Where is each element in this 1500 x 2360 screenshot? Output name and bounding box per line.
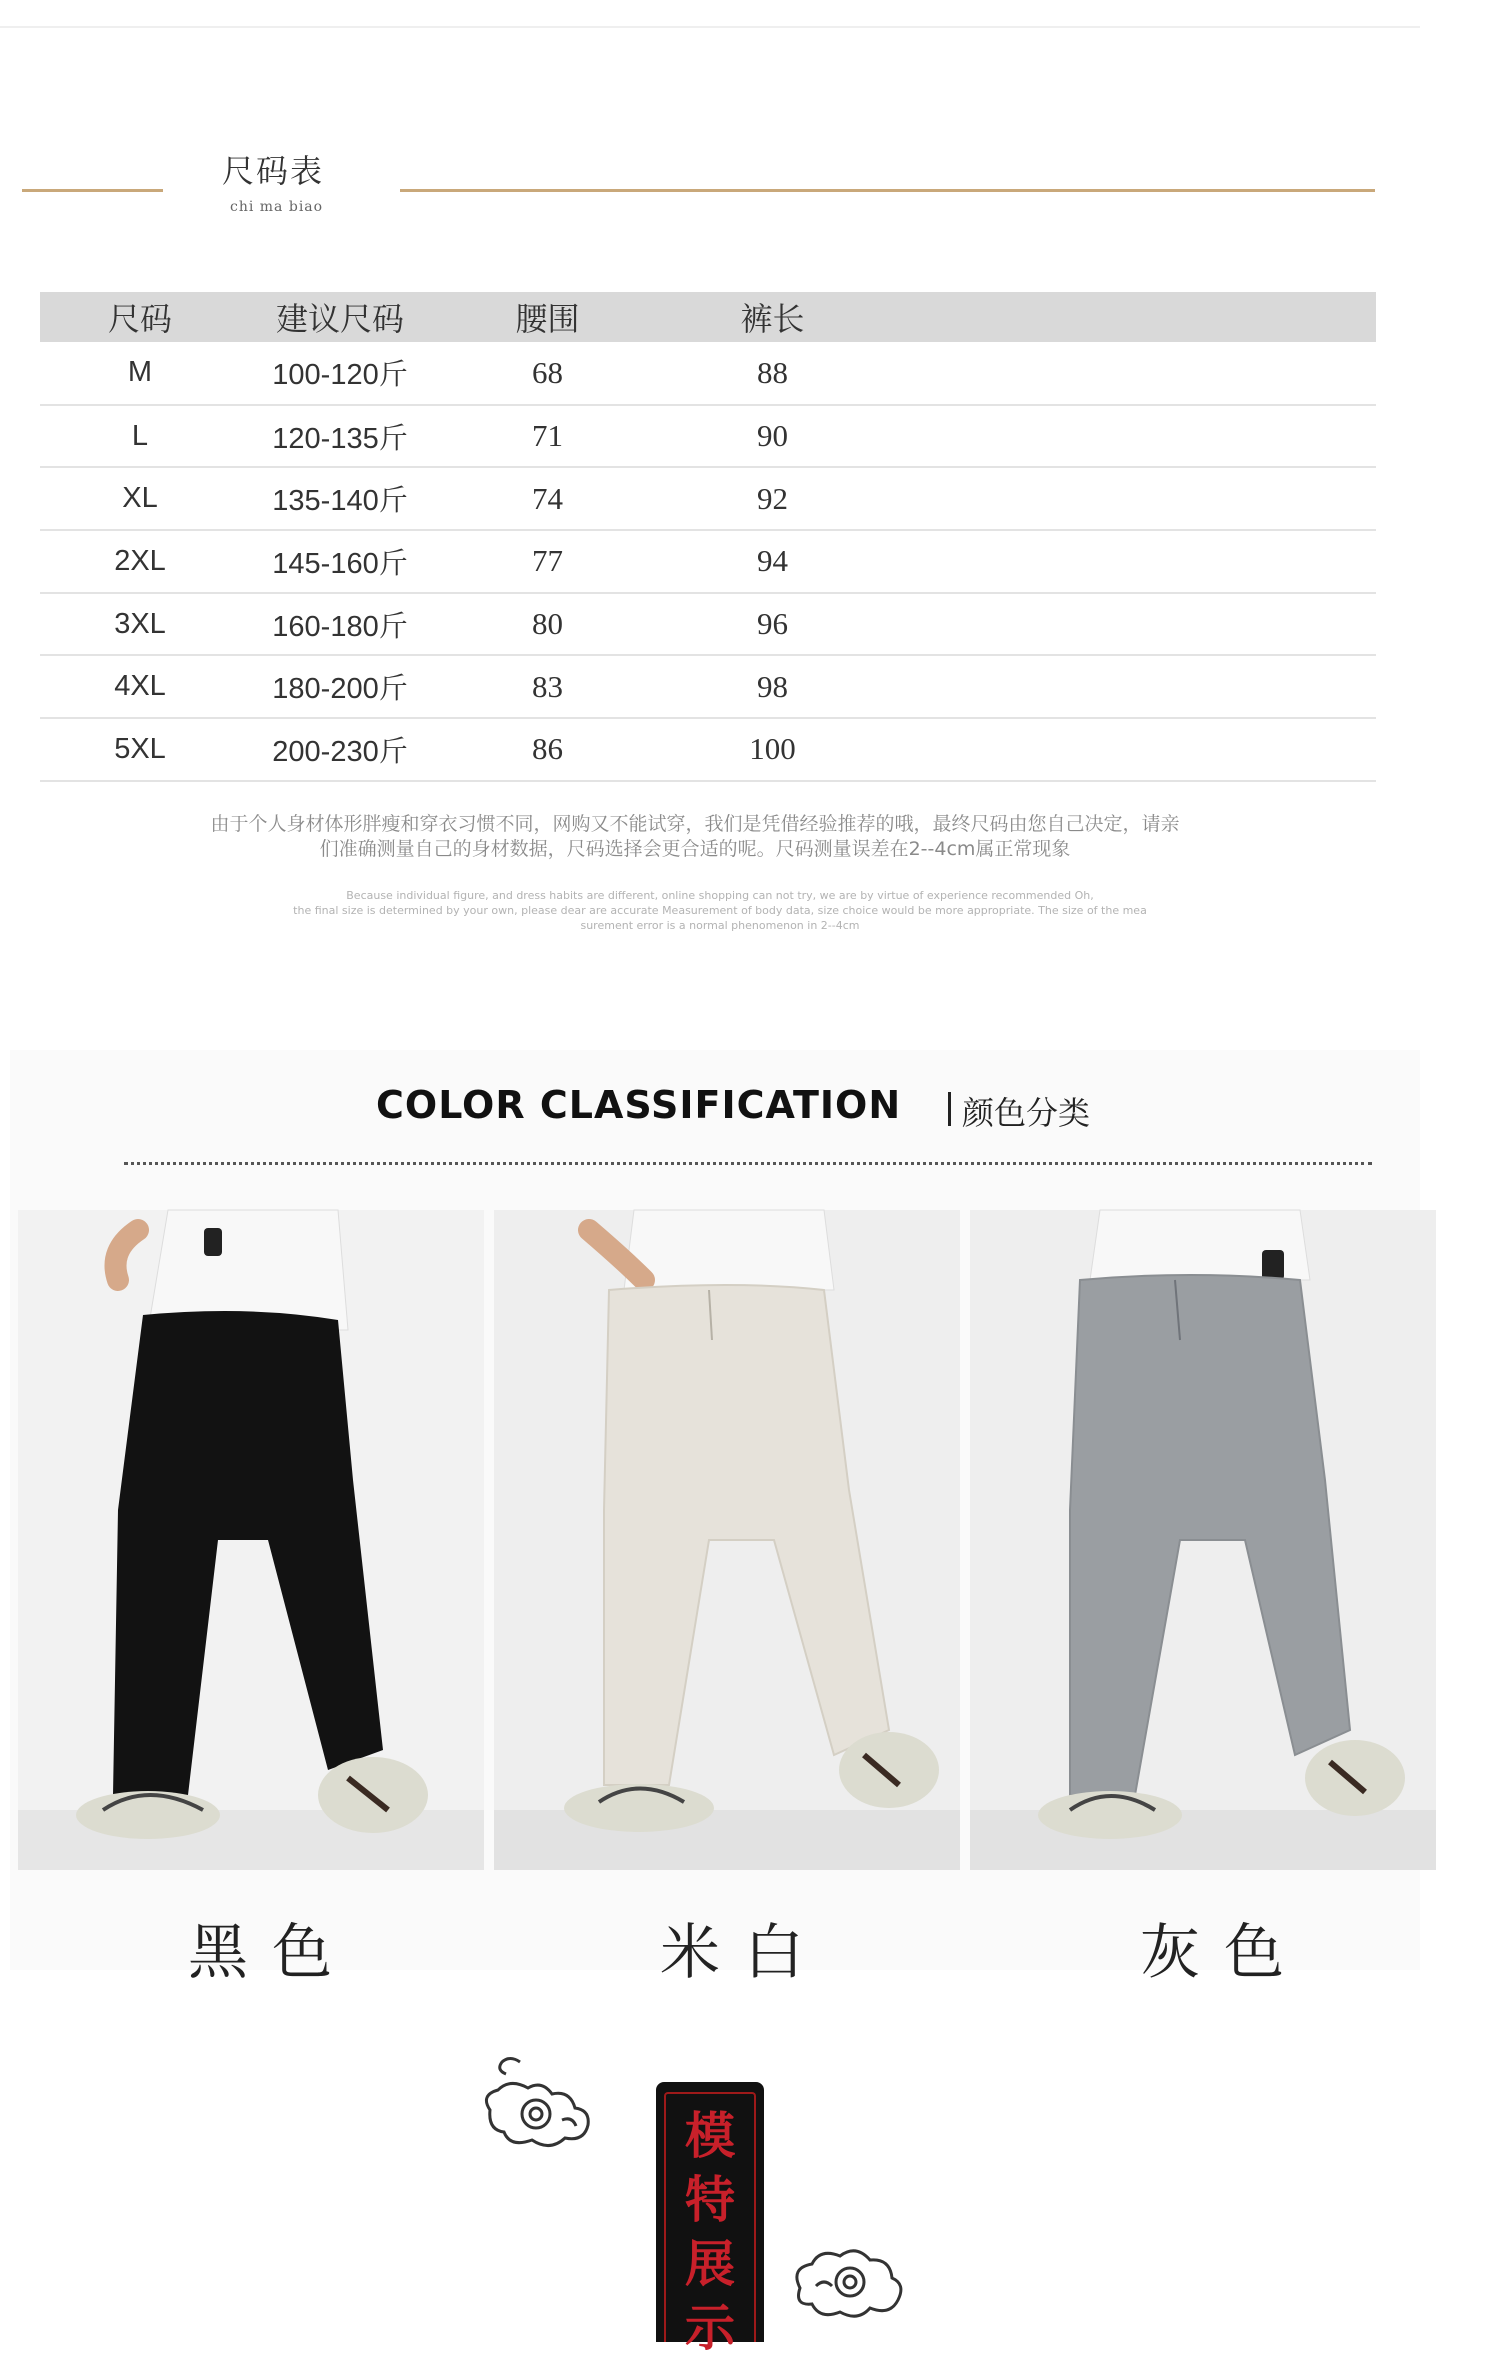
dotted-divider <box>124 1162 1372 1165</box>
cell-size: 3XL <box>40 593 240 656</box>
banner-char: 模 <box>685 2106 735 2165</box>
title-separator <box>948 1092 951 1126</box>
banner-title <box>656 2104 764 2360</box>
cell-size: L <box>40 405 240 468</box>
header-size: 尺码 <box>40 292 240 342</box>
header-suggested-weight: 建议尺码 <box>240 292 440 342</box>
table-header-row <box>40 292 1376 342</box>
table-row <box>40 342 1376 405</box>
size-note-chinese-line: 由于个人身材体形胖瘦和穿衣习惯不同，网购又不能试穿，我们是凭借经验推荐的哦，最终尺码由您自己决定，请亲 <box>210 813 1180 835</box>
size-note-chinese <box>110 812 1280 862</box>
banner-char: 特 <box>685 2170 735 2229</box>
size-note-english-line: the final size is determined by your own, please dear are accurate Measurement of body data, size choice would be more appropriate. The size of the mea <box>293 904 1147 917</box>
cell-empty <box>890 467 1376 530</box>
cell-weight: 120-135斤 <box>240 405 440 468</box>
cell-length: 88 <box>655 342 890 405</box>
cell-size: 2XL <box>40 530 240 593</box>
size-table <box>40 292 1376 782</box>
cell-waist: 77 <box>440 530 655 593</box>
cell-weight: 180-200斤 <box>240 655 440 718</box>
header-length: 裤长 <box>655 292 890 342</box>
cell-weight: 145-160斤 <box>240 530 440 593</box>
cloud-ornament-icon <box>480 2050 610 2164</box>
product-photo-gray <box>970 1210 1436 1870</box>
table-row <box>40 655 1376 718</box>
color-label-gray: 灰色 <box>1140 1918 1308 1988</box>
heading-rule-right <box>400 189 1375 192</box>
cell-size: M <box>40 342 240 405</box>
product-photo-black <box>18 1210 484 1870</box>
header-waist: 腰围 <box>440 292 655 342</box>
cell-size: 4XL <box>40 655 240 718</box>
table-row <box>40 467 1376 530</box>
cell-empty <box>890 593 1376 656</box>
cell-waist: 71 <box>440 405 655 468</box>
cell-length: 100 <box>655 718 890 781</box>
cell-empty <box>890 655 1376 718</box>
cell-length: 98 <box>655 655 890 718</box>
cell-waist: 74 <box>440 467 655 530</box>
cloud-ornament-icon <box>780 2228 910 2326</box>
cell-empty <box>890 530 1376 593</box>
cell-size: 5XL <box>40 718 240 781</box>
table-row <box>40 530 1376 593</box>
table-row <box>40 593 1376 656</box>
color-section-title: COLOR CLASSIFICATION <box>376 1083 902 1127</box>
product-photo-beige <box>494 1210 960 1870</box>
banner-char: 示 <box>685 2298 735 2357</box>
cell-empty <box>890 718 1376 781</box>
size-note-english-line: surement error is a normal phenomenon in 2--4cm <box>580 919 860 932</box>
size-note-english-line: Because individual figure, and dress habits are different, online shopping can not try, we are by virtue of experience recommended Oh, <box>346 889 1094 902</box>
cell-length: 90 <box>655 405 890 468</box>
model-display-banner <box>656 2082 764 2357</box>
color-label-beige: 米白 <box>660 1918 828 1988</box>
cell-weight: 160-180斤 <box>240 593 440 656</box>
cell-empty <box>890 405 1376 468</box>
size-chart-subtitle: chi ma biao <box>230 199 324 215</box>
table-row <box>40 405 1376 468</box>
cell-waist: 86 <box>440 718 655 781</box>
color-label-black: 黑色 <box>188 1918 356 1988</box>
size-note-chinese-line: 们准确测量自己的身材数据，尺码选择会更合适的呢。尺码测量误差在2--4cm属正常现象 <box>319 838 1071 860</box>
cell-weight: 135-140斤 <box>240 467 440 530</box>
cell-length: 92 <box>655 467 890 530</box>
cell-weight: 200-230斤 <box>240 718 440 781</box>
header-empty <box>890 292 1376 342</box>
heading-rule-left <box>22 189 163 192</box>
cell-length: 96 <box>655 593 890 656</box>
cell-size: XL <box>40 467 240 530</box>
banner-char: 展 <box>685 2234 735 2293</box>
cell-weight: 100-120斤 <box>240 342 440 405</box>
cell-waist: 80 <box>440 593 655 656</box>
cell-waist: 83 <box>440 655 655 718</box>
cell-length: 94 <box>655 530 890 593</box>
top-divider <box>0 26 1420 28</box>
cell-empty <box>890 342 1376 405</box>
size-note-english <box>190 888 1250 933</box>
cell-waist: 68 <box>440 342 655 405</box>
table-row <box>40 718 1376 781</box>
size-chart-title: 尺码表 <box>222 152 325 190</box>
color-section-title-zh: 颜色分类 <box>962 1094 1091 1132</box>
